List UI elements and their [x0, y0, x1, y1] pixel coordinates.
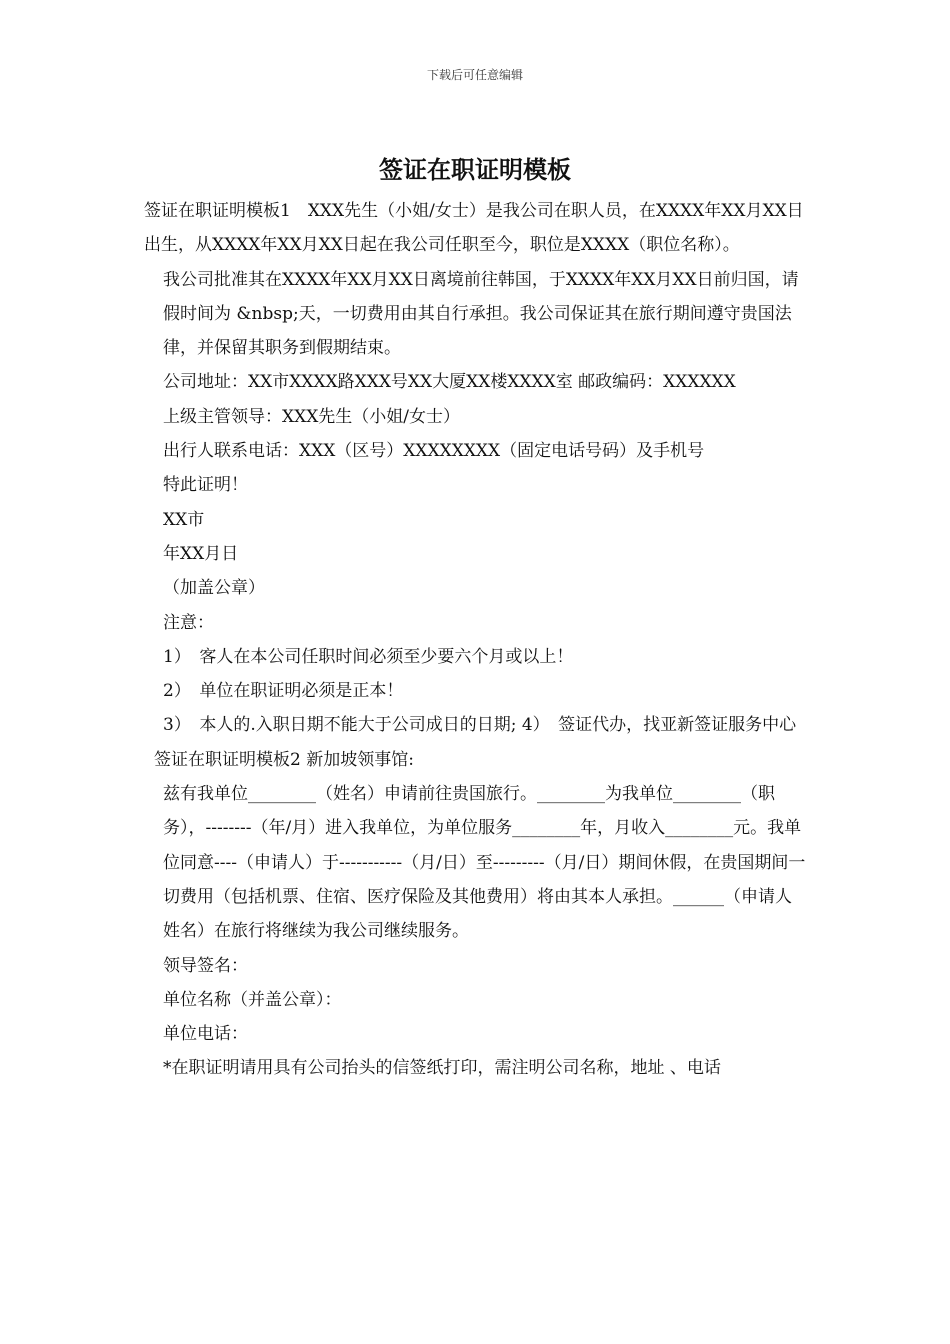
paragraph: 领导签名：: [163, 955, 248, 976]
paragraph: 公司地址：XX市XXXX路XXX号XX大厦XX楼XXXX室 邮政编码：XXXXXX: [163, 372, 736, 393]
paragraph: 特此证明！: [163, 475, 248, 496]
list-item: 2） 单位在职证明必须是正本！: [163, 681, 404, 702]
paragraph: 我公司批准其在XXXX年XX月XX日离境前往韩国，于XXXX年XX月XX日前归国，请假时间为 &nbsp;天，一切费用由其自行承担。我公司保证其在旅行期间遵守贵国法律，并保留其职务到假期结束。: [163, 269, 799, 359]
paragraph: 年XX月日: [163, 543, 239, 564]
paragraph: 注意：: [163, 612, 214, 633]
document-body: [144, 194, 806, 1086]
paragraph: 签证在职证明模板1 XXX先生（小姐/女士）是我公司在职人员，在XXXX年XX月XX日出生，从XXXX年XX月XX日起在我公司任职至今，职位是XXXX（职位名称）。: [144, 201, 804, 256]
header-note: 下载后可任意编辑: [426, 68, 523, 82]
paragraph: 兹有我单位________（姓名）申请前往贵国旅行。________为我单位________（职务），--------（年/月）进入我单位，为单位服务________年，月收入________元。我单位同意----（申请人）于-----------（月/日）至---------（月/日）期间休假，在贵国期间一切费用（包括机票、住宿、医疗保险及其他费用）将由其本人承担。______（申请人姓名）在旅行将继续为我公司继续服务。: [163, 784, 806, 942]
section-heading: 签证在职证明模板2 新加坡领事馆:: [154, 749, 414, 770]
paragraph: （加盖公章）: [163, 578, 265, 599]
paragraph: 单位电话：: [163, 1024, 248, 1045]
list-item: 3） 本人的.入职日期不能大于公司成日的日期; 4） 签证代办，找亚新签证服务中心: [163, 715, 797, 736]
paragraph: 上级主管领导：XXX先生（小姐/女士）: [163, 406, 461, 427]
paragraph: 出行人联系电话：XXX（区号）XXXXXXXX（固定电话号码）及手机号: [163, 441, 705, 462]
list-item: 1） 客人在本公司任职时间必须至少要六个月或以上！: [163, 646, 574, 667]
paragraph: 单位名称（并盖公章）：: [163, 989, 342, 1010]
paragraph: *在职证明请用具有公司抬头的信签纸打印，需注明公司名称，地址 、电话: [163, 1058, 721, 1079]
paragraph: XX市: [163, 509, 205, 530]
document-title: 签证在职证明模板: [379, 155, 571, 184]
